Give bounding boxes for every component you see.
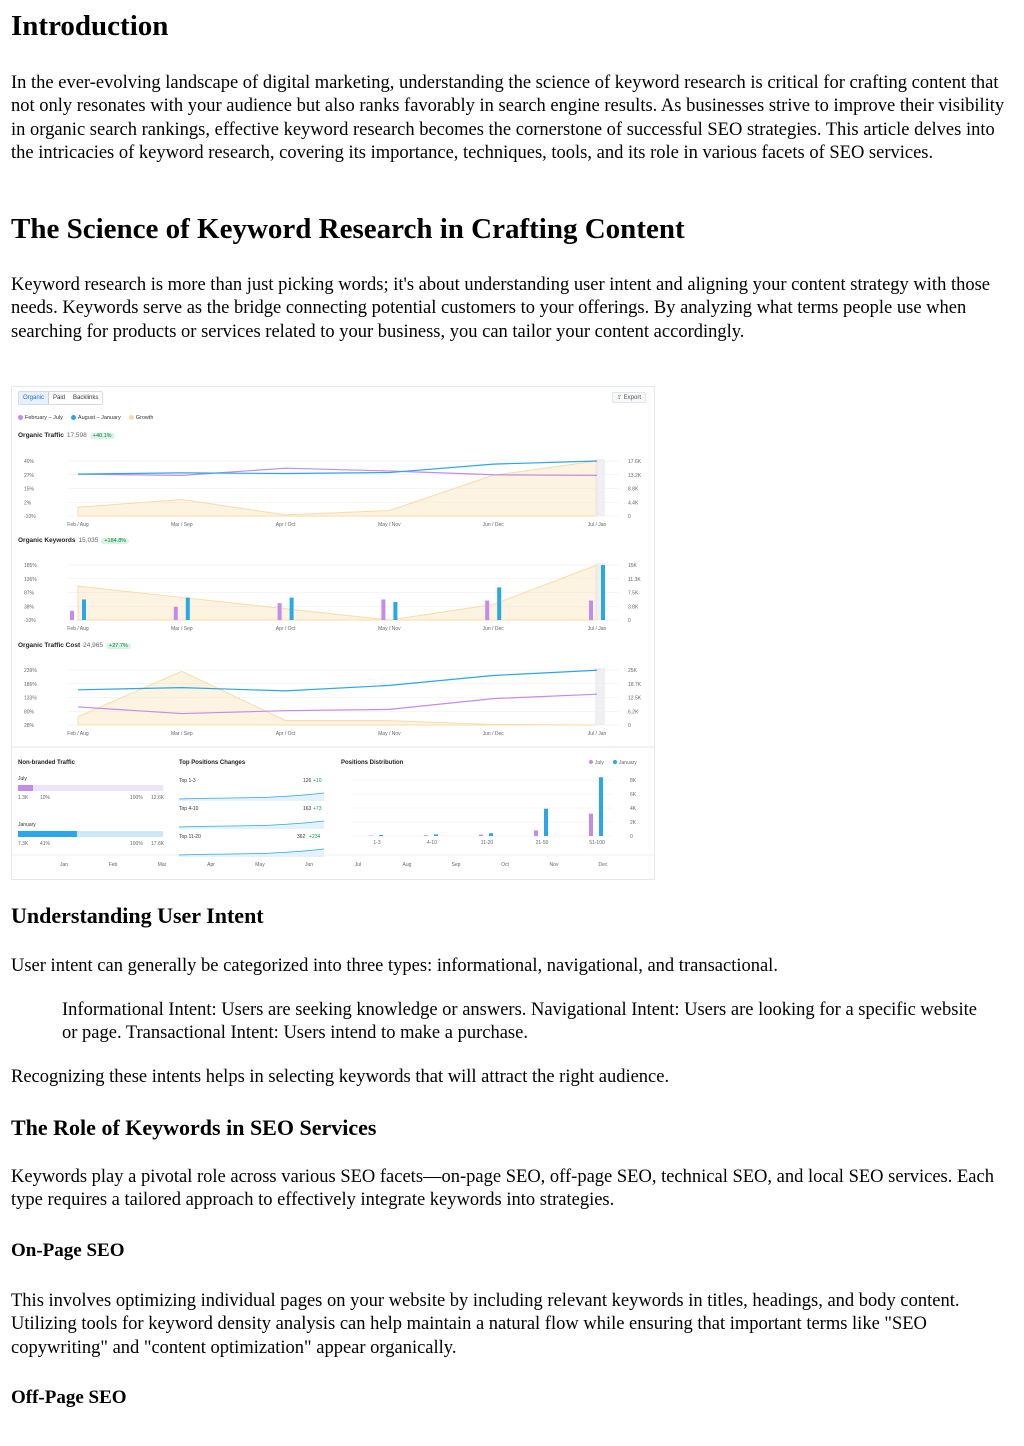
nb-bar-fill — [18, 831, 77, 837]
nb-row-pct: 41% — [40, 841, 51, 847]
growth-area — [78, 671, 597, 725]
heading-science: The Science of Keyword Research in Crafting Content — [11, 213, 685, 245]
heading-introduction: Introduction — [11, 10, 169, 42]
pd-category-label: 4-10 — [426, 840, 438, 846]
top-positions-row — [179, 804, 324, 824]
right-tick-label: 15K — [628, 563, 637, 569]
x-tick-label: May / Nov — [378, 626, 401, 632]
export-icon: ⇪ — [616, 395, 624, 401]
pd-tick-label: 4K — [630, 806, 637, 812]
pd-legend-july: July — [589, 760, 604, 766]
pd-category-label: 21-50 — [535, 840, 549, 846]
nb-row-label: July — [18, 776, 27, 782]
bar-period1 — [174, 607, 178, 620]
paragraph-on-page-seo: This involves optimizing individual pages on your website by including relevant keywords in titles, headings, and body content. Utilizing tools for keyword density analysis can help maintain a natural flow while ensuring that important terms like "SEO copywriting" and "content optimization" appear organically. — [11, 1291, 960, 1358]
nonbranded-row — [18, 776, 163, 806]
paragraph-introduction: In the ever-evolving landscape of digital marketing, understanding the science of keyword research is critical for crafting content that not only resonates with your audience but also ranks favorably in search engine results. As businesses strive to improve their visibility in organic search rankings, effective keyword research becomes the cornerstone of successful SEO strategies. This article delves into the intricacies of keyword research, covering its importance, techniques, tools, and its role in various facets of SEO services. — [11, 73, 1005, 163]
bar-period1 — [485, 601, 489, 620]
export-label: Export — [623, 395, 641, 401]
bar-period2 — [601, 565, 605, 620]
month-label: Apr — [207, 862, 215, 868]
x-tick-label: Mar / Sep — [170, 522, 193, 528]
x-tick-label: Jul / Jan — [587, 731, 607, 737]
x-tick-label: May / Nov — [378, 522, 401, 528]
month-label: Sep — [451, 862, 461, 868]
left-tick-label: 185% — [24, 563, 37, 569]
left-tick-label: 186% — [24, 681, 37, 688]
positions-distribution-title: Positions Distribution — [341, 760, 404, 766]
nonbranded-row — [18, 822, 163, 852]
pd-legend-january: January — [613, 760, 637, 766]
paragraph-science: Keyword research is more than just picking words; it's about understanding user intent and aligning your content strategy with those needs. Keywords serve as the bridge connecting potential customers to your offerings. By analyzing what terms people use when searching for products or services related to your business, you can tailor your content accordingly. — [11, 275, 991, 342]
chart-title-traffic: Organic Traffic 17,598 +40.1% — [18, 432, 115, 439]
tp-row-value: 362 — [297, 834, 306, 840]
x-tick-label: Feb / Aug — [67, 522, 89, 528]
nb-row-total: 12.6K — [151, 795, 165, 801]
pd-bar-january — [379, 835, 383, 836]
pd-category-label: 1-3 — [373, 840, 381, 846]
legend-growth: Growth — [129, 415, 154, 421]
x-tick-label: Jul / Jan — [587, 522, 607, 528]
bar-period1 — [381, 599, 385, 620]
month-label: Mar — [157, 862, 167, 868]
x-tick-label: Jun / Dec — [482, 522, 504, 528]
x-tick-label: Jun / Dec — [482, 626, 504, 632]
month-label: Jun — [304, 862, 314, 868]
right-tick-label: 11.3K — [628, 576, 641, 583]
x-tick-label: Feb / Aug — [67, 626, 89, 632]
bar-period1 — [70, 611, 74, 620]
left-tick-label: 28% — [24, 723, 35, 729]
nb-bar-track — [18, 785, 163, 791]
pd-bar-july — [589, 814, 593, 836]
top-positions-row — [179, 832, 324, 852]
left-tick-label: 38% — [24, 604, 35, 611]
nb-row-left-value: 1.3K — [18, 795, 29, 801]
paragraph-keyword-role: Keywords play a pivotal role across various SEO facets—on-page SEO, off-page SEO, technical SEO, and local SEO services. Each type requires a tailored approach to effectively integrate keywords into strategies. — [11, 1167, 994, 1211]
tab-backlinks: Backlinks — [73, 395, 99, 401]
pd-bar-january — [544, 809, 548, 836]
nb-row-right-pct: 100% — [130, 841, 143, 847]
bar-period2 — [290, 598, 294, 620]
legend-period1: February – July — [18, 415, 63, 421]
pd-bar-july — [424, 835, 428, 836]
bar-period2 — [393, 602, 397, 620]
right-tick-label: 12.5K — [628, 695, 642, 702]
pd-bar-january — [434, 834, 438, 836]
left-tick-label: -10% — [24, 514, 36, 520]
heading-user-intent: Understanding User Intent — [11, 903, 264, 928]
right-tick-label: 4.4K — [628, 500, 639, 507]
nb-row-label: January — [18, 822, 36, 828]
left-tick-label: 136% — [24, 576, 37, 583]
right-tick-label: 13.2K — [628, 472, 642, 479]
nb-row-left-value: 7.3K — [18, 841, 29, 847]
heading-off-page-seo: Off-Page SEO — [11, 1387, 127, 1408]
month-label: Aug — [402, 862, 412, 868]
chart-title-keywords: Organic Keywords 15,035 +184.8% — [18, 537, 129, 544]
right-tick-label: 17.6K — [628, 459, 642, 465]
nonbranded-title: Non-branded Traffic — [18, 760, 76, 766]
right-tick-label: 0 — [628, 723, 631, 729]
month-label: Nov — [549, 862, 559, 868]
right-tick-label: 8.8K — [628, 486, 639, 493]
left-tick-label: 239% — [24, 668, 37, 674]
pd-category-label: 51-100 — [589, 840, 605, 846]
top-positions-title: Top Positions Changes — [179, 760, 246, 766]
pd-tick-label: 2K — [630, 820, 637, 826]
month-label: Oct — [501, 862, 509, 868]
nb-row-right-pct: 100% — [130, 795, 143, 801]
bar-period2 — [497, 587, 501, 620]
left-tick-label: 80% — [24, 709, 35, 716]
left-tick-label: 27% — [24, 472, 35, 479]
line-period2 — [78, 670, 597, 691]
x-tick-label: Jun / Dec — [482, 731, 504, 737]
nb-row-total: 17.6K — [151, 841, 165, 847]
right-tick-label: 25K — [628, 668, 637, 674]
chart-title-cost: Organic Traffic Cost 24,965 +27.7% — [18, 642, 131, 649]
month-label: May — [255, 862, 265, 868]
right-tick-label: 7.5K — [628, 590, 639, 597]
x-tick-label: Apr / Oct — [275, 626, 296, 632]
x-tick-label: Jul / Jan — [587, 626, 607, 632]
tp-row-delta: +234 — [309, 834, 321, 840]
paragraph-intent-types: Informational Intent: Users are seeking knowledge or answers. Navigational Intent: Users are looking for a specific website or page. Transactional Intent: Users intend to make a purchase. — [62, 1000, 977, 1044]
current-period-highlight — [595, 459, 605, 516]
tp-row-label: Top 4-10 — [179, 806, 199, 812]
tp-row-label: Top 1-3 — [179, 778, 196, 784]
nb-bar-fill — [18, 785, 33, 791]
tp-row-value: 126 — [303, 778, 312, 784]
bar-period1 — [589, 601, 593, 620]
right-tick-label: 18.7K — [628, 681, 642, 688]
x-tick-label: Feb / Aug — [67, 731, 89, 737]
x-tick-label: Apr / Oct — [275, 522, 296, 528]
seo-dashboard-screenshot — [11, 386, 655, 880]
tp-row-delta: +10 — [313, 778, 322, 784]
tp-row-delta: +73 — [313, 806, 322, 812]
month-label: Feb — [108, 862, 118, 868]
left-tick-label: 2% — [24, 500, 32, 507]
bar-period1 — [278, 603, 282, 620]
current-period-highlight — [595, 668, 605, 725]
pd-category-label: 11-20 — [480, 840, 494, 846]
right-tick-label: 0 — [628, 514, 631, 520]
month-label: Dec — [598, 862, 608, 868]
pd-tick-label: 8K — [630, 778, 637, 784]
nb-row-pct: 10% — [40, 795, 51, 801]
x-tick-label: Mar / Sep — [170, 626, 193, 632]
left-tick-label: -10% — [24, 618, 36, 624]
paragraph-user-intent: User intent can generally be categorized into three types: informational, navigational, and transactional. — [11, 956, 778, 976]
x-tick-label: May / Nov — [378, 731, 401, 737]
metric-charts — [12, 387, 655, 880]
tp-row-label: Top 11-20 — [179, 834, 201, 840]
pd-bar-july — [534, 830, 538, 836]
heading-keyword-role: The Role of Keywords in SEO Services — [11, 1115, 377, 1140]
pd-bar-january — [489, 833, 493, 836]
pd-bar-july — [479, 835, 483, 836]
right-tick-label: 0 — [628, 618, 631, 624]
pd-bar-january — [599, 777, 603, 836]
tp-row-value: 163 — [303, 806, 312, 812]
left-tick-label: 87% — [24, 590, 35, 597]
right-tick-label: 6.2K — [628, 709, 639, 716]
x-tick-label: Apr / Oct — [275, 731, 296, 737]
x-tick-label: Mar / Sep — [170, 731, 193, 737]
tab-paid: Paid — [53, 395, 66, 401]
heading-on-page-seo: On-Page SEO — [11, 1240, 125, 1261]
bar-period2 — [82, 599, 86, 620]
top-positions-row — [179, 776, 324, 796]
right-tick-label: 3.8K — [628, 604, 639, 611]
bar-period2 — [186, 598, 190, 620]
month-label: Jul — [354, 862, 362, 868]
legend-period2: August – January — [71, 415, 121, 421]
pd-tick-label: 0 — [630, 834, 633, 840]
tab-organic: Organic — [19, 392, 49, 404]
paragraph-intent-after: Recognizing these intents helps in selecting keywords that will attract the right audience. — [11, 1067, 670, 1087]
left-tick-label: 133% — [24, 695, 37, 702]
left-tick-label: 40% — [24, 459, 35, 465]
month-label: Jan — [59, 862, 69, 868]
pd-tick-label: 6K — [630, 792, 637, 798]
left-tick-label: 15% — [24, 486, 35, 493]
